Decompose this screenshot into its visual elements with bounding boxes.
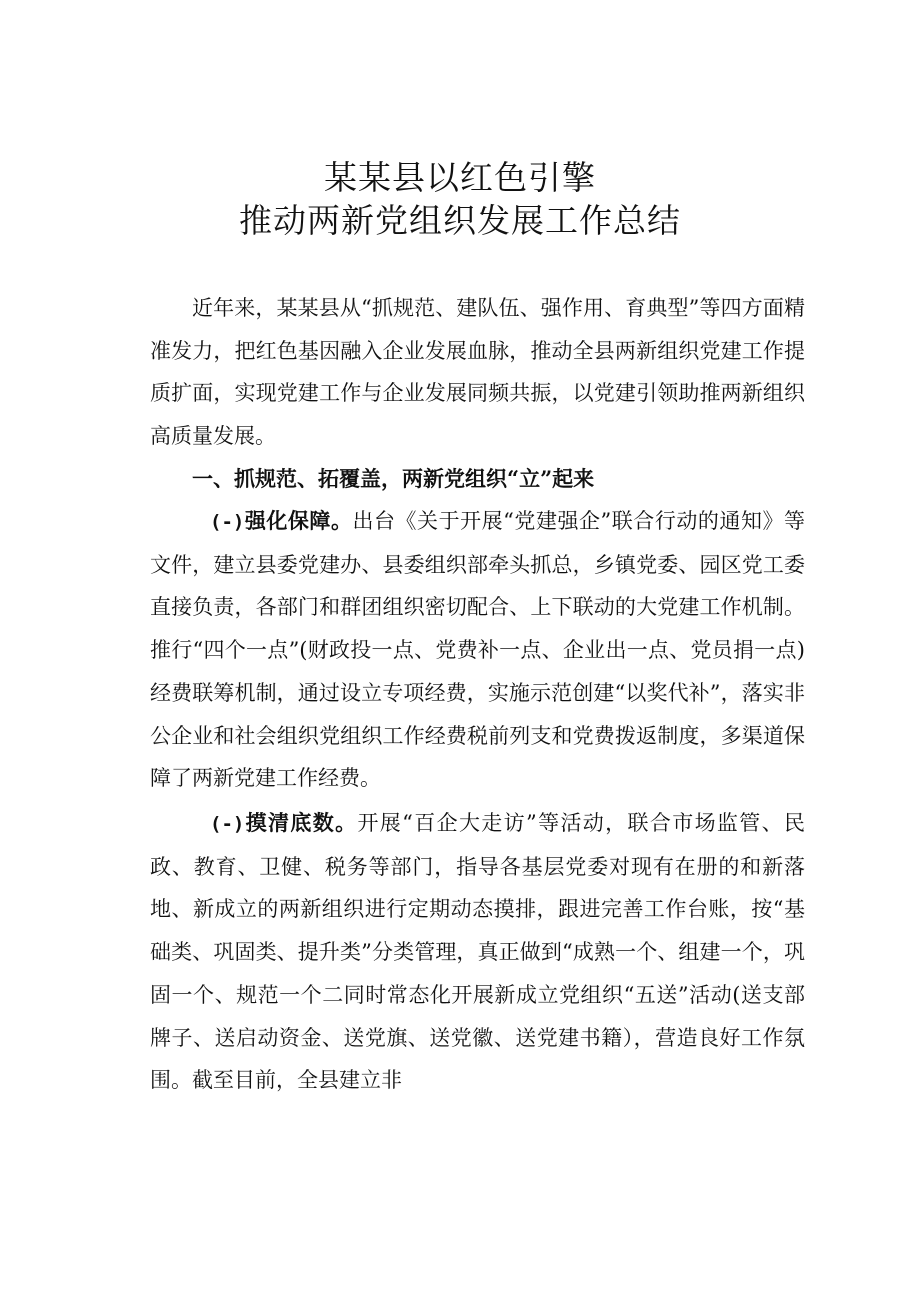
- item-2-paragraph: [150, 802, 805, 1102]
- intro-paragraph: 近年来，某某县从“抓规范、建队伍、强作用、育典型”等四方面精准发力，把红色基因融入企业发展血脉，推动全县两新组织党建工作提质扩面，实现党建工作与企业发展同频共振，以党建引领助推两新组织高质量发展。: [150, 296, 805, 449]
- item-2-text: 开展“百企大走访”等活动，联合市场监管、民政、教育、卫健、税务等部门，指导各基层党委对现有在册的和新落地、新成立的两新组织进行定期动态摸排，跟进完善工作台账，按“基础类、巩固类、提升类”分类管理，真正做到“成熟一个、组建一个，巩固一个、规范一个二同时常态化开展新成立党组织“五送”活动(送支部牌子、送启动资金、送党旗、送党徽、送党建书籍），营造良好工作氛围。截至目前，全县建立非: [150, 811, 805, 1093]
- item-2-lead: 摸清底数。: [244, 810, 358, 835]
- document-title-line-2: 推动两新党组织发展工作总结: [239, 201, 681, 240]
- section-1-heading: 一、抓规范、拓覆盖，两新党组织“立”起来: [192, 466, 595, 491]
- item-1-lead: 强化保障。: [244, 508, 353, 533]
- document-title-line-1: 某某县以红色引擎: [324, 158, 596, 197]
- item-2-number: (-): [210, 813, 245, 835]
- item-1-paragraph: [150, 500, 805, 800]
- item-1-text: 出台《关于开展“党建强企”联合行动的通知》等文件，建立县委党建办、县委组织部牵头抓总，乡镇党委、园区党工委直接负责，各部门和群团组织密切配合、上下联动的大党建工作机制。推行“四个一点”(财政投一点、党费补一点、企业出一点、党员捐一点)经费联筹机制，通过设立专项经费，实施示范创建“以奖代补”，落实非公企业和社会组织党组织工作经费税前列支和党费拨返制度，多渠道保障了两新党建工作经费。: [150, 509, 805, 791]
- item-1-number: (-): [210, 511, 245, 533]
